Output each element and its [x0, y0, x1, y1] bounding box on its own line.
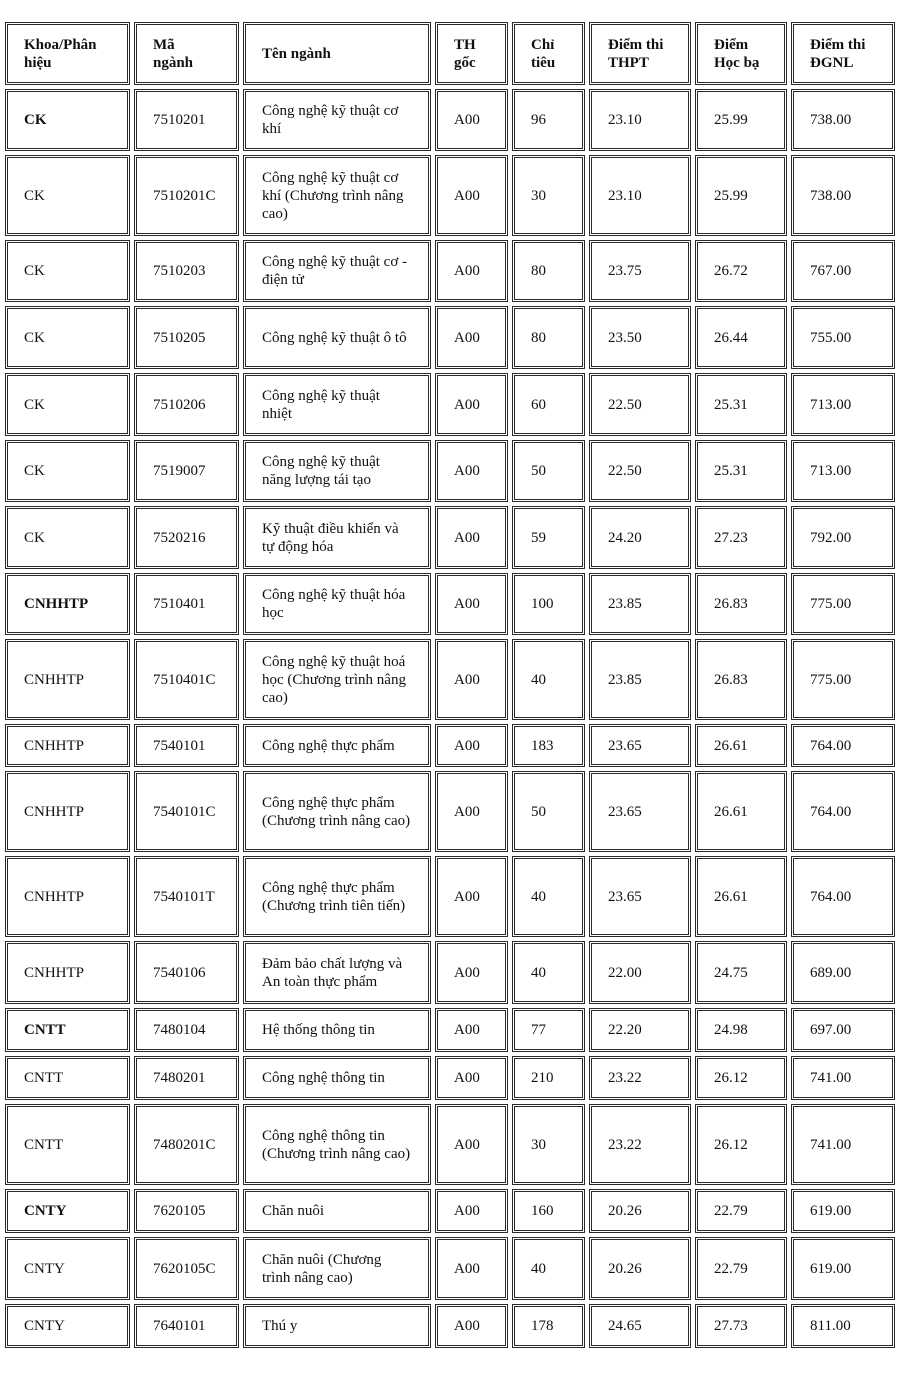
- diem-dgnl-cell: 738.00: [791, 89, 895, 151]
- to-hop-cell: A00: [435, 1237, 508, 1300]
- to-hop-cell: A00: [435, 941, 508, 1004]
- diem-hoc-ba-cell: 26.61: [695, 856, 787, 937]
- diem-dgnl-cell: 767.00: [791, 240, 895, 302]
- diem-dgnl-cell: 619.00: [791, 1189, 895, 1233]
- to-hop-cell: A00: [435, 506, 508, 569]
- ma-nganh-cell: 7480104: [134, 1008, 239, 1052]
- khoa-cell: CNHHTP: [5, 771, 130, 852]
- ten-nganh-cell: Công nghệ kỹ thuật cơ khí (Chương trình nâng cao): [243, 155, 431, 236]
- ten-nganh-cell: Công nghệ thực phẩm: [243, 724, 431, 767]
- to-hop-cell: A00: [435, 1104, 508, 1185]
- ten-nganh-cell: Công nghệ kỹ thuật hoá học (Chương trình nâng cao): [243, 639, 431, 720]
- diem-thpt-cell: 23.50: [589, 306, 691, 369]
- diem-thpt-cell: 23.22: [589, 1056, 691, 1100]
- diem-dgnl-cell: 755.00: [791, 306, 895, 369]
- ma-nganh-cell: 7510201: [134, 89, 239, 151]
- diem-thpt-cell: 23.65: [589, 724, 691, 767]
- ma-nganh-cell: 7640101: [134, 1304, 239, 1348]
- chi-tieu-cell: 40: [512, 1237, 585, 1300]
- to-hop-cell: A00: [435, 89, 508, 151]
- ten-nganh-cell: Hệ thống thông tin: [243, 1008, 431, 1052]
- to-hop-cell: A00: [435, 1008, 508, 1052]
- khoa-cell: CNHHTP: [5, 573, 130, 635]
- khoa-cell: CK: [5, 440, 130, 502]
- ten-nganh-cell: Đảm bảo chất lượng và An toàn thực phẩm: [243, 941, 431, 1004]
- ten-nganh-cell: Công nghệ thông tin (Chương trình nâng cao): [243, 1104, 431, 1185]
- ten-nganh-cell: Kỹ thuật điều khiển và tự động hóa: [243, 506, 431, 569]
- diem-hoc-ba-cell: 26.61: [695, 771, 787, 852]
- diem-thpt-cell: 23.10: [589, 89, 691, 151]
- khoa-cell: CNHHTP: [5, 941, 130, 1004]
- ten-nganh-cell: Công nghệ kỹ thuật ô tô: [243, 306, 431, 369]
- ma-nganh-cell: 7480201: [134, 1056, 239, 1100]
- ma-nganh-cell: 7510401: [134, 573, 239, 635]
- khoa-cell: CNHHTP: [5, 856, 130, 937]
- khoa-cell: CNTT: [5, 1008, 130, 1052]
- to-hop-cell: A00: [435, 440, 508, 502]
- chi-tieu-cell: 178: [512, 1304, 585, 1348]
- header-ma-nganh: Mã ngành: [134, 22, 239, 85]
- ten-nganh-cell: Công nghệ kỹ thuật cơ - điện tử: [243, 240, 431, 302]
- to-hop-cell: A00: [435, 240, 508, 302]
- ma-nganh-cell: 7519007: [134, 440, 239, 502]
- diem-dgnl-cell: 697.00: [791, 1008, 895, 1052]
- chi-tieu-cell: 96: [512, 89, 585, 151]
- ma-nganh-cell: 7540101T: [134, 856, 239, 937]
- chi-tieu-cell: 80: [512, 306, 585, 369]
- diem-dgnl-cell: 619.00: [791, 1237, 895, 1300]
- diem-dgnl-cell: 811.00: [791, 1304, 895, 1348]
- ma-nganh-cell: 7510205: [134, 306, 239, 369]
- diem-dgnl-cell: 713.00: [791, 373, 895, 436]
- ma-nganh-cell: 7480201C: [134, 1104, 239, 1185]
- ten-nganh-cell: Công nghệ kỹ thuật cơ khí: [243, 89, 431, 151]
- to-hop-cell: A00: [435, 771, 508, 852]
- ma-nganh-cell: 7520216: [134, 506, 239, 569]
- header-diem-thi-thpt: Điểm thi THPT: [589, 22, 691, 85]
- chi-tieu-cell: 40: [512, 941, 585, 1004]
- diem-hoc-ba-cell: 25.99: [695, 89, 787, 151]
- to-hop-cell: A00: [435, 1304, 508, 1348]
- diem-dgnl-cell: 764.00: [791, 724, 895, 767]
- khoa-cell: CNHHTP: [5, 639, 130, 720]
- chi-tieu-cell: 30: [512, 155, 585, 236]
- ma-nganh-cell: 7510206: [134, 373, 239, 436]
- ten-nganh-cell: Công nghệ kỹ thuật nhiệt: [243, 373, 431, 436]
- diem-hoc-ba-cell: 26.44: [695, 306, 787, 369]
- diem-hoc-ba-cell: 22.79: [695, 1237, 787, 1300]
- ten-nganh-cell: Công nghệ thực phẩm (Chương trình tiên tiến): [243, 856, 431, 937]
- diem-thpt-cell: 24.20: [589, 506, 691, 569]
- diem-thpt-cell: 22.50: [589, 373, 691, 436]
- diem-dgnl-cell: 792.00: [791, 506, 895, 569]
- ma-nganh-cell: 7620105: [134, 1189, 239, 1233]
- ten-nganh-cell: Công nghệ thực phẩm (Chương trình nâng cao): [243, 771, 431, 852]
- khoa-cell: CNTY: [5, 1237, 130, 1300]
- diem-hoc-ba-cell: 26.12: [695, 1104, 787, 1185]
- diem-hoc-ba-cell: 24.98: [695, 1008, 787, 1052]
- diem-hoc-ba-cell: 27.23: [695, 506, 787, 569]
- chi-tieu-cell: 80: [512, 240, 585, 302]
- diem-hoc-ba-cell: 25.31: [695, 373, 787, 436]
- chi-tieu-cell: 210: [512, 1056, 585, 1100]
- khoa-cell: CK: [5, 506, 130, 569]
- ten-nganh-cell: Công nghệ thông tin: [243, 1056, 431, 1100]
- diem-dgnl-cell: 738.00: [791, 155, 895, 236]
- diem-hoc-ba-cell: 27.73: [695, 1304, 787, 1348]
- diem-hoc-ba-cell: 25.99: [695, 155, 787, 236]
- chi-tieu-cell: 59: [512, 506, 585, 569]
- khoa-cell: CK: [5, 89, 130, 151]
- diem-dgnl-cell: 775.00: [791, 573, 895, 635]
- khoa-cell: CNTY: [5, 1304, 130, 1348]
- diem-hoc-ba-cell: 25.31: [695, 440, 787, 502]
- diem-hoc-ba-cell: 22.79: [695, 1189, 787, 1233]
- to-hop-cell: A00: [435, 373, 508, 436]
- diem-thpt-cell: 23.22: [589, 1104, 691, 1185]
- ten-nganh-cell: Công nghệ kỹ thuật năng lượng tái tạo: [243, 440, 431, 502]
- chi-tieu-cell: 100: [512, 573, 585, 635]
- diem-dgnl-cell: 689.00: [791, 941, 895, 1004]
- khoa-cell: CK: [5, 240, 130, 302]
- ma-nganh-cell: 7540101: [134, 724, 239, 767]
- diem-thpt-cell: 22.50: [589, 440, 691, 502]
- khoa-cell: CNTY: [5, 1189, 130, 1233]
- ma-nganh-cell: 7540101C: [134, 771, 239, 852]
- ten-nganh-cell: Chăn nuôi: [243, 1189, 431, 1233]
- diem-dgnl-cell: 741.00: [791, 1056, 895, 1100]
- header-diem-thi-dgnl: Điểm thi ĐGNL: [791, 22, 895, 85]
- diem-hoc-ba-cell: 26.83: [695, 573, 787, 635]
- chi-tieu-cell: 160: [512, 1189, 585, 1233]
- diem-dgnl-cell: 713.00: [791, 440, 895, 502]
- diem-dgnl-cell: 741.00: [791, 1104, 895, 1185]
- diem-hoc-ba-cell: 26.83: [695, 639, 787, 720]
- chi-tieu-cell: 40: [512, 856, 585, 937]
- khoa-cell: CK: [5, 373, 130, 436]
- header-diem-hoc-ba: Điểm Học bạ: [695, 22, 787, 85]
- chi-tieu-cell: 77: [512, 1008, 585, 1052]
- khoa-cell: CNHHTP: [5, 724, 130, 767]
- to-hop-cell: A00: [435, 639, 508, 720]
- chi-tieu-cell: 60: [512, 373, 585, 436]
- diem-thpt-cell: 23.65: [589, 771, 691, 852]
- diem-thpt-cell: 23.10: [589, 155, 691, 236]
- diem-thpt-cell: 23.85: [589, 639, 691, 720]
- ten-nganh-cell: Công nghệ kỹ thuật hóa học: [243, 573, 431, 635]
- to-hop-cell: A00: [435, 1056, 508, 1100]
- khoa-cell: CK: [5, 155, 130, 236]
- diem-dgnl-cell: 775.00: [791, 639, 895, 720]
- ma-nganh-cell: 7510203: [134, 240, 239, 302]
- diem-thpt-cell: 20.26: [589, 1189, 691, 1233]
- chi-tieu-cell: 30: [512, 1104, 585, 1185]
- ma-nganh-cell: 7540106: [134, 941, 239, 1004]
- khoa-cell: CNTT: [5, 1056, 130, 1100]
- ten-nganh-cell: Chăn nuôi (Chương trình nâng cao): [243, 1237, 431, 1300]
- to-hop-cell: A00: [435, 306, 508, 369]
- ma-nganh-cell: 7510401C: [134, 639, 239, 720]
- to-hop-cell: A00: [435, 573, 508, 635]
- diem-thpt-cell: 22.00: [589, 941, 691, 1004]
- diem-thpt-cell: 23.75: [589, 240, 691, 302]
- diem-hoc-ba-cell: 26.12: [695, 1056, 787, 1100]
- diem-thpt-cell: 23.85: [589, 573, 691, 635]
- to-hop-cell: A00: [435, 155, 508, 236]
- khoa-cell: CK: [5, 306, 130, 369]
- diem-thpt-cell: 22.20: [589, 1008, 691, 1052]
- chi-tieu-cell: 40: [512, 639, 585, 720]
- diem-thpt-cell: 23.65: [589, 856, 691, 937]
- diem-hoc-ba-cell: 24.75: [695, 941, 787, 1004]
- diem-dgnl-cell: 764.00: [791, 856, 895, 937]
- khoa-cell: CNTT: [5, 1104, 130, 1185]
- to-hop-cell: A00: [435, 1189, 508, 1233]
- chi-tieu-cell: 183: [512, 724, 585, 767]
- header-khoa-phan-hieu: Khoa/Phân hiệu: [5, 22, 130, 85]
- to-hop-cell: A00: [435, 724, 508, 767]
- header-to-hop-goc: TH gốc: [435, 22, 508, 85]
- diem-hoc-ba-cell: 26.61: [695, 724, 787, 767]
- diem-dgnl-cell: 764.00: [791, 771, 895, 852]
- diem-hoc-ba-cell: 26.72: [695, 240, 787, 302]
- header-chi-tieu: Chỉ tiêu: [512, 22, 585, 85]
- ten-nganh-cell: Thú y: [243, 1304, 431, 1348]
- header-ten-nganh: Tên ngành: [243, 22, 431, 85]
- diem-thpt-cell: 20.26: [589, 1237, 691, 1300]
- ma-nganh-cell: 7510201C: [134, 155, 239, 236]
- chi-tieu-cell: 50: [512, 771, 585, 852]
- to-hop-cell: A00: [435, 856, 508, 937]
- diem-thpt-cell: 24.65: [589, 1304, 691, 1348]
- ma-nganh-cell: 7620105C: [134, 1237, 239, 1300]
- chi-tieu-cell: 50: [512, 440, 585, 502]
